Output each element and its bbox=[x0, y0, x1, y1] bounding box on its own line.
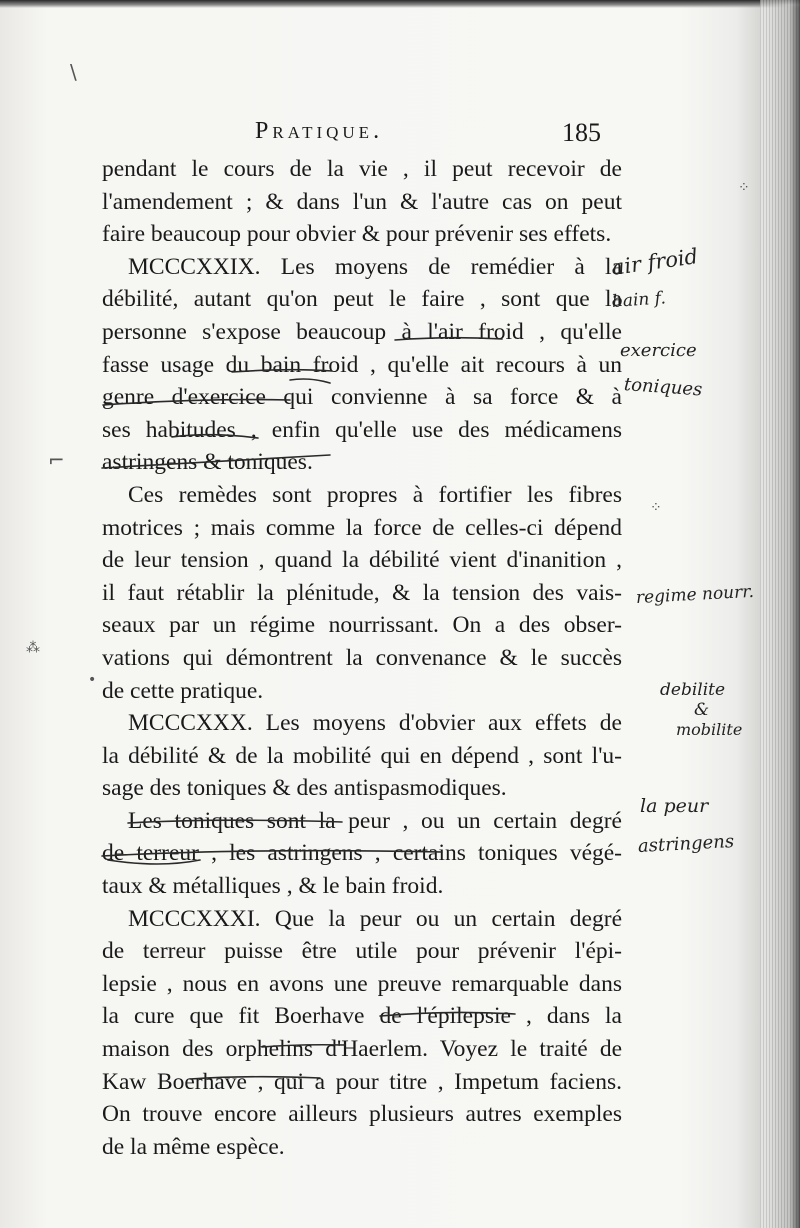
text-line: pendant le cours de la vie , il peut recevoir de bbox=[102, 156, 622, 182]
text-line: astringens & toniques. bbox=[102, 449, 313, 476]
section-heading-line: MCCCXXX. Les moyens d'obvier aux effets de bbox=[128, 710, 622, 737]
ink-mark: ⁘ bbox=[738, 180, 750, 196]
section-heading-line: MCCCXXXI. Que la peur ou un certain degré bbox=[128, 905, 622, 932]
margin-note: la peur bbox=[640, 795, 709, 817]
underline-stroke bbox=[108, 860, 200, 864]
text-line: l'amendement ; & dans l'un & l'autre cas on peut bbox=[102, 188, 622, 215]
underline-stroke bbox=[232, 370, 332, 372]
text-line: de terreur , les astringens , certains toniques végé- bbox=[102, 840, 622, 867]
text-line: Kaw Boerhave , qui a pour titre , Impetum faciens. bbox=[102, 1068, 622, 1095]
ink-mark: \ bbox=[70, 60, 77, 84]
underline-stroke bbox=[190, 1077, 320, 1079]
underline-stroke bbox=[102, 851, 442, 856]
ink-mark: ⁘ bbox=[650, 500, 662, 516]
text-line: On trouve encore ailleurs plusieurs autres exemples bbox=[102, 1101, 622, 1128]
text-line: genre d'exercice qui convienne à sa force & à bbox=[102, 384, 622, 411]
underline-stroke bbox=[128, 820, 342, 823]
text-line: de la même espèce. bbox=[102, 1133, 285, 1160]
underline-stroke bbox=[172, 435, 258, 438]
text-line: la débilité & de la mobilité qui en dépend , sont l'u- bbox=[102, 742, 622, 769]
underline-stroke bbox=[102, 455, 330, 468]
underline-stroke bbox=[262, 1045, 345, 1047]
paragraph-start-line: Ces remèdes sont propres à fortifier les fibres bbox=[128, 481, 622, 508]
text-line: personne s'expose beaucoup à l'air froid , qu'elle bbox=[102, 318, 622, 345]
running-title: Pratique. bbox=[255, 118, 384, 144]
ink-mark: • bbox=[88, 672, 97, 688]
underline-stroke bbox=[290, 379, 330, 383]
text-line: faire beaucoup pour obvier & pour prévenir ses effets. bbox=[102, 221, 612, 248]
text-line: de leur tension , quand la débilité vient d'inanition , bbox=[102, 547, 622, 574]
page-number: 185 bbox=[562, 118, 601, 147]
text-line: de cette pratique. bbox=[102, 677, 264, 704]
underline-stroke bbox=[380, 1012, 515, 1016]
margin-note: debilite bbox=[660, 680, 726, 700]
ink-mark: ⁂ bbox=[26, 640, 40, 656]
margin-note: mobilite bbox=[676, 720, 743, 739]
text-line: vations qui démontrent la convenance & le succès bbox=[102, 644, 622, 671]
section-heading-line: MCCCXXIX. Les moyens de remédier à la bbox=[128, 253, 622, 280]
text-line: taux & métalliques , & le bain froid. bbox=[102, 873, 444, 900]
margin-note: toniques bbox=[623, 374, 703, 401]
margin-note: exercice bbox=[620, 340, 697, 361]
text-line: ses habitudes , enfin qu'elle use des médicamens bbox=[102, 416, 622, 443]
text-line: lepsie , nous en avons une preuve remarquable dans bbox=[102, 970, 622, 997]
text-line: de terreur puisse être utile pour prévenir l'épi- bbox=[102, 938, 622, 965]
text-line: il faut rétablir la plénitude, & la tension des vais- bbox=[102, 579, 622, 606]
text-line: motrices ; mais comme la force de celles-ci dépend bbox=[102, 514, 622, 541]
text-line: la cure que fit Boerhave de l'épilepsie , dans la bbox=[102, 1003, 622, 1030]
ink-mark: ⌐ bbox=[48, 448, 65, 472]
margin-note: regime nourr. bbox=[635, 581, 755, 608]
margin-note: & bbox=[694, 700, 710, 720]
margin-note: air froid bbox=[610, 244, 700, 280]
paragraph-start-line: Les toniques sont la peur , ou un certain degré bbox=[128, 807, 622, 834]
text-line: maison des orphelins d'Haerlem. Voyez le traité de bbox=[102, 1036, 622, 1063]
underline-stroke bbox=[395, 338, 502, 340]
text-line: fasse usage du bain froid , qu'elle ait recours à un bbox=[102, 351, 622, 378]
text-line: sage des toniques & des antispasmodiques. bbox=[102, 775, 507, 802]
margin-note: astringens bbox=[637, 830, 735, 857]
text-line: débilité, autant qu'on peut le faire , sont que la bbox=[102, 286, 622, 313]
underline-stroke bbox=[103, 400, 290, 405]
margin-note: bain f. bbox=[611, 288, 667, 312]
text-line: seaux par un régime nourrissant. On a des obser- bbox=[102, 612, 622, 639]
